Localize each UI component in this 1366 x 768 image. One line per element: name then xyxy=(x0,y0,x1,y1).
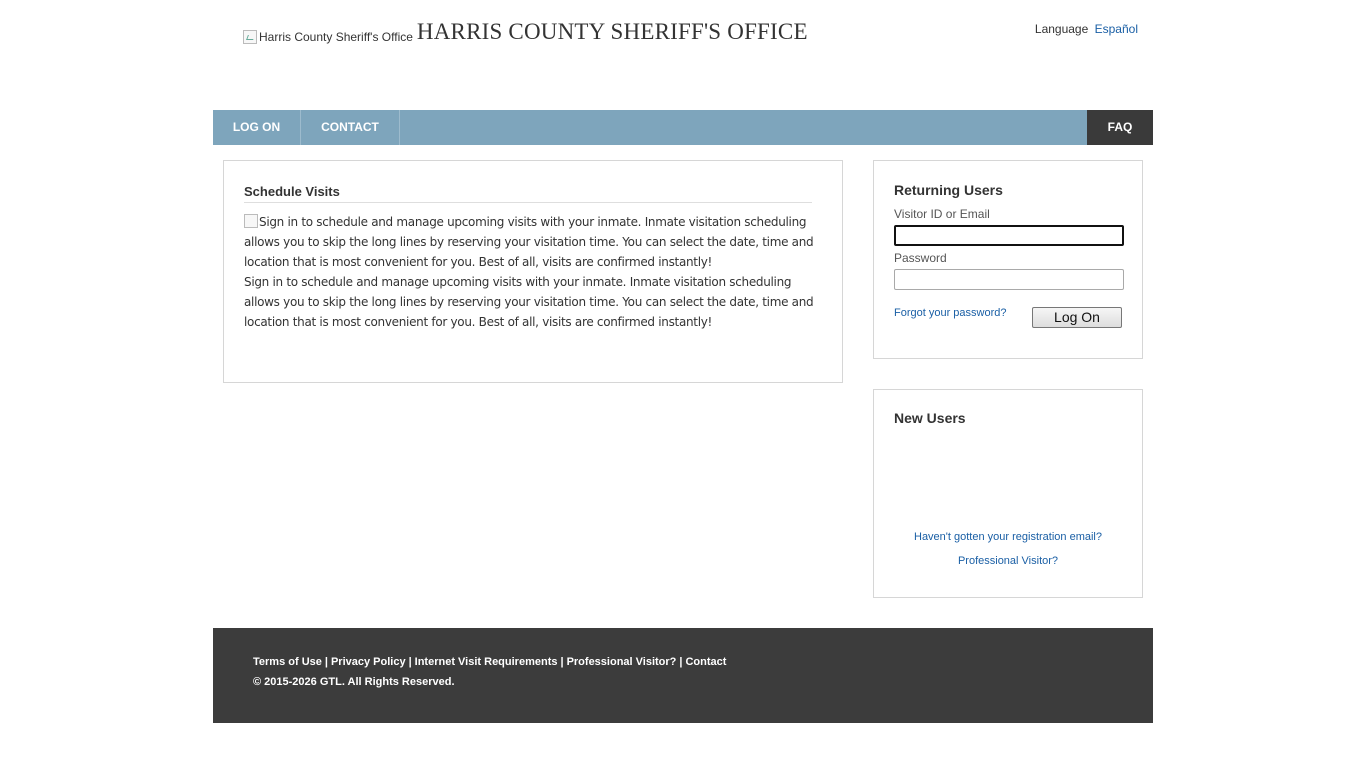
site-footer xyxy=(213,628,1153,723)
footer-separator: | xyxy=(408,656,412,668)
footer-separator: | xyxy=(560,656,564,668)
new-users-heading: New Users xyxy=(894,410,966,426)
footer-professional-visitor-link[interactable]: Professional Visitor? xyxy=(566,656,677,668)
schedule-description: Sign in to schedule and manage upcoming visits with your inmate. Inmate visitation scheduling allows you to skip the long lines by reserving your visitation time. You can select the date, time and location that is most convenient for you. Best of all, visits are confirmed instantly! xyxy=(244,275,814,329)
site-title: HARRIS COUNTY SHERIFF'S OFFICE xyxy=(416,19,808,44)
footer-separator: | xyxy=(679,656,683,668)
schedule-visits-panel xyxy=(223,160,843,383)
visitor-id-label: Visitor ID or Email xyxy=(894,207,990,221)
site-header xyxy=(243,16,808,50)
footer-separator: | xyxy=(324,656,328,668)
main-nav xyxy=(213,110,1153,145)
password-label: Password xyxy=(894,251,947,265)
schedule-visits-body xyxy=(244,212,814,332)
schedule-image-alt: Sign in to schedule and manage upcoming visits with your inmate. Inmate visitation scheduling allows you to skip the long lines by reserving your visitation time. You can select the date, time and location that is most convenient for you. Best of all, visits are confirmed instantly! xyxy=(244,215,814,269)
footer-terms-link[interactable]: Terms of Use xyxy=(253,656,322,668)
password-input[interactable] xyxy=(894,269,1124,290)
sheriff-logo xyxy=(243,30,413,44)
footer-contact-link[interactable]: Contact xyxy=(685,656,727,668)
professional-visitor-link[interactable]: Professional Visitor? xyxy=(957,555,1059,567)
language-label: Language xyxy=(1034,22,1089,36)
returning-users-panel xyxy=(873,160,1143,359)
schedule-visits-heading: Schedule Visits xyxy=(244,184,812,203)
nav-contact[interactable]: CONTACT xyxy=(301,110,400,145)
footer-privacy-link[interactable]: Privacy Policy xyxy=(330,656,406,668)
logon-button[interactable]: Log On xyxy=(1032,307,1122,328)
registration-email-link[interactable]: Haven't gotten your registration email? xyxy=(914,531,1102,543)
nav-logon[interactable]: LOG ON xyxy=(213,110,301,145)
footer-copyright: © 2015-2026 GTL. All Rights Reserved. xyxy=(253,676,455,688)
broken-image-icon xyxy=(243,30,257,44)
nav-faq[interactable]: FAQ xyxy=(1087,110,1153,145)
broken-image-icon xyxy=(244,214,258,228)
logo-alt-text: Harris County Sheriff's Office xyxy=(259,30,413,44)
visitor-id-input[interactable] xyxy=(894,225,1124,246)
footer-links xyxy=(253,656,726,668)
language-selector xyxy=(1035,22,1138,36)
footer-internet-visit-link[interactable]: Internet Visit Requirements xyxy=(414,656,558,668)
schedule-image xyxy=(244,212,814,272)
language-espanol-link[interactable]: Español xyxy=(1094,22,1138,36)
new-users-panel xyxy=(873,389,1143,598)
returning-users-heading: Returning Users xyxy=(894,182,1003,198)
forgot-password-link[interactable]: Forgot your password? xyxy=(894,307,1007,319)
